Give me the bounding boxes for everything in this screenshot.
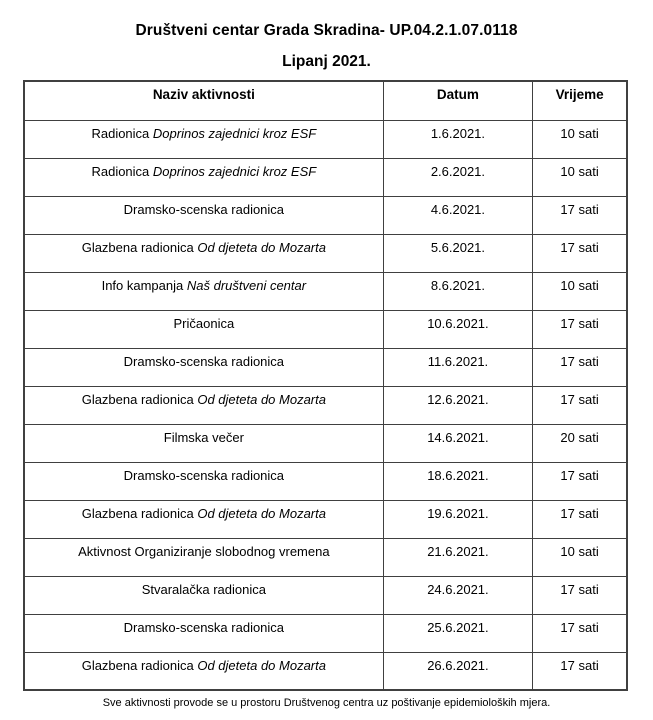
activity-time-cell: 17 sati: [533, 234, 627, 272]
table-row: [24, 234, 627, 272]
activity-name-part: Dramsko-scenska radionica: [123, 201, 285, 217]
activity-date-cell: 2.6.2021.: [383, 158, 532, 196]
activity-name-italic-part: Naš društveni centar: [186, 277, 307, 293]
activity-name-cell: [24, 272, 383, 310]
page-subtitle: Lipanj 2021.: [282, 53, 371, 70]
table-row: [24, 310, 627, 348]
activity-name-cell: [24, 538, 383, 576]
activity-name-cell: [24, 462, 383, 500]
activity-time-cell: 17 sati: [533, 576, 627, 614]
activity-date-cell: 10.6.2021.: [383, 310, 532, 348]
column-header-time: Vrijeme: [533, 81, 627, 120]
activity-name-part: Radionica: [91, 125, 153, 141]
activity-time-cell: 20 sati: [533, 424, 627, 462]
table-row: [24, 196, 627, 234]
activity-time-cell: 17 sati: [533, 310, 627, 348]
activity-date-cell: 11.6.2021.: [383, 348, 532, 386]
table-header: [24, 81, 627, 120]
activity-date-cell: 26.6.2021.: [383, 652, 532, 690]
activity-name-part: Dramsko-scenska radionica: [123, 353, 285, 369]
activity-time-cell: 17 sati: [533, 386, 627, 424]
table-row: [24, 158, 627, 196]
activity-date-cell: 18.6.2021.: [383, 462, 532, 500]
table-row: [24, 614, 627, 652]
activity-date-cell: 5.6.2021.: [383, 234, 532, 272]
activity-time-cell: 17 sati: [533, 652, 627, 690]
activity-date-cell: 19.6.2021.: [383, 500, 532, 538]
activity-name-cell: [24, 158, 383, 196]
activity-date-cell: 1.6.2021.: [383, 120, 532, 158]
table-row: [24, 348, 627, 386]
activity-date-cell: 21.6.2021.: [383, 538, 532, 576]
activity-name-cell: [24, 500, 383, 538]
activity-name-cell: [24, 310, 383, 348]
activity-time-cell: 17 sati: [533, 500, 627, 538]
table-body: [24, 120, 627, 690]
activity-name-italic-part: Doprinos zajednici kroz ESF: [152, 163, 317, 179]
column-header-activity-name: Naziv aktivnosti: [24, 81, 383, 120]
table-row: [24, 120, 627, 158]
activity-name-part: Dramsko-scenska radionica: [123, 619, 285, 635]
page-title: Društveni centar Grada Skradina- UP.04.2.1.07.0118: [135, 22, 518, 39]
table-row: [24, 652, 627, 690]
activity-name-part: Dramsko-scenska radionica: [123, 467, 285, 483]
activity-time-cell: 10 sati: [533, 272, 627, 310]
activity-name-cell: [24, 120, 383, 158]
activity-date-cell: 12.6.2021.: [383, 386, 532, 424]
activity-name-part: Pričaonica: [173, 315, 235, 331]
activity-name-part: Radionica: [91, 163, 153, 179]
footer-note: Sve aktivnosti provode se u prostoru Društvenog centra uz poštivanje epidemioloških mjera.: [102, 697, 551, 709]
activity-name-cell: [24, 652, 383, 690]
table-row: [24, 538, 627, 576]
activity-name-part: Info kampanja: [101, 277, 187, 293]
activity-date-cell: 8.6.2021.: [383, 272, 532, 310]
activity-time-cell: 17 sati: [533, 196, 627, 234]
activity-date-cell: 4.6.2021.: [383, 196, 532, 234]
table-row: [24, 462, 627, 500]
column-header-date: Datum: [383, 81, 532, 120]
activity-name-italic-part: Od djeteta do Mozarta: [197, 239, 326, 255]
table-row: [24, 386, 627, 424]
activity-time-cell: 17 sati: [533, 462, 627, 500]
activity-time-cell: 10 sati: [533, 538, 627, 576]
activity-name-italic-part: Od djeteta do Mozarta: [197, 657, 326, 673]
activity-name-part: Filmska večer: [163, 429, 244, 445]
activity-name-part: Glazbena radionica: [81, 239, 198, 255]
activity-name-cell: [24, 424, 383, 462]
activity-name-part: Aktivnost Organiziranje slobodnog vremena: [78, 543, 330, 559]
activity-name-cell: [24, 348, 383, 386]
activity-date-cell: 14.6.2021.: [383, 424, 532, 462]
table-header-row: [24, 81, 627, 120]
activity-time-cell: 17 sati: [533, 614, 627, 652]
table-row: [24, 272, 627, 310]
activity-time-cell: 10 sati: [533, 158, 627, 196]
activity-name-part: Glazbena radionica: [81, 391, 198, 407]
activity-name-part: Glazbena radionica: [81, 657, 198, 673]
activity-name-cell: [24, 614, 383, 652]
activities-schedule-table: [23, 80, 628, 691]
activity-name-cell: [24, 196, 383, 234]
activity-name-italic-part: Od djeteta do Mozarta: [197, 391, 326, 407]
activity-name-cell: [24, 576, 383, 614]
activity-time-cell: 17 sati: [533, 348, 627, 386]
table-row: [24, 500, 627, 538]
activity-name-italic-part: Doprinos zajednici kroz ESF: [152, 125, 317, 141]
activity-name-part: Glazbena radionica: [81, 505, 198, 521]
activity-name-part: Stvaralačka radionica: [141, 581, 266, 597]
activity-date-cell: 25.6.2021.: [383, 614, 532, 652]
activity-time-cell: 10 sati: [533, 120, 627, 158]
table-row: [24, 576, 627, 614]
activity-name-italic-part: Od djeteta do Mozarta: [197, 505, 326, 521]
activity-date-cell: 24.6.2021.: [383, 576, 532, 614]
table-row: [24, 424, 627, 462]
activity-name-cell: [24, 234, 383, 272]
activity-name-cell: [24, 386, 383, 424]
